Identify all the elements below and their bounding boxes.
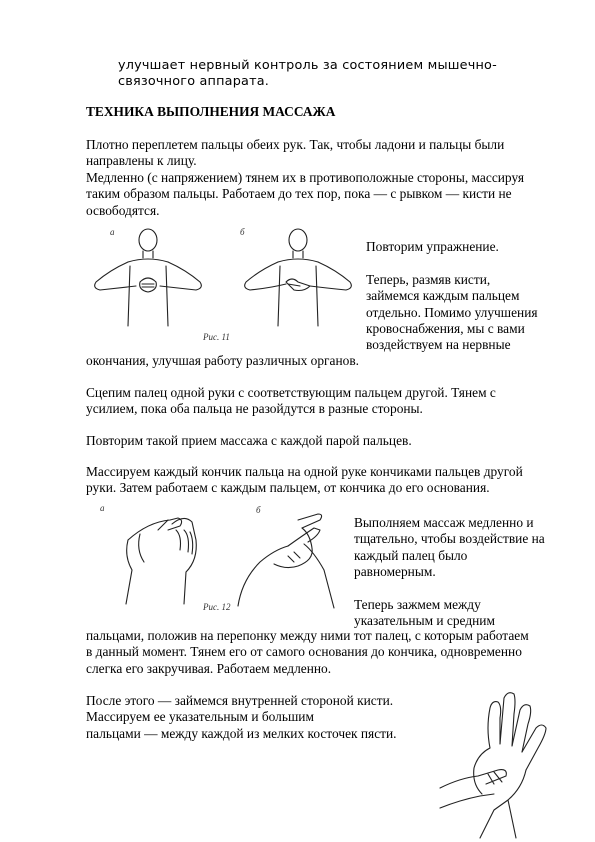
intro-text: улучшает нервный контроль за состоянием мышечно- связочного аппарата. — [118, 58, 497, 89]
figure-12-caption: Рис. 12 — [203, 602, 231, 612]
figure-12-label-a: а — [100, 503, 105, 513]
paragraph-7: После этого — займемся внутренней стороной кисти. Массируем ее указательным и большим пальцами — между каждой из мелких косточек пясти. — [86, 693, 397, 741]
figure-11-label-a: а — [110, 227, 115, 237]
paragraph-6-continued: пальцами, положив на перепонку между ними тот палец, с которым работаем в данный момент. Тянем его от самого основания до кончика, одновременно слегка его закручивая. Работаем медленно. — [86, 628, 529, 676]
figure-11-caption: Рис. 11 — [203, 332, 230, 342]
figure-12-illustration — [88, 500, 354, 612]
paragraph-5: Массируем каждый кончик пальца на одной руке кончиками пальцев другой руки. Затем работаем с каждым пальцем, от кончика до его основания. — [86, 464, 523, 496]
paragraph-1: Плотно переплетем пальцы обеих рук. Так, чтобы ладони и пальцы были направлены к лицу. Медленно (с напряжением) тянем их в противоположные стороны, массируя таким образом пальцы. Работаем до тех пор, пока — с рывком — кисти не освободятся. — [86, 137, 524, 218]
paragraph-4: Повторим такой прием массажа с каждой парой пальцев. — [86, 433, 412, 448]
paragraph-6-right: Выполняем массаж медленно и тщательно, чтобы воздействие на каждый палец было равномерным. Теперь зажмем между указательным и средним — [354, 515, 545, 629]
figure-12-label-b: б — [256, 505, 261, 515]
section-heading: ТЕХНИКА ВЫПОЛНЕНИЯ МАССАЖА — [86, 104, 336, 119]
paragraph-2-right: Повторим упражнение. Теперь, размяв кисти, займемся каждым пальцем отдельно. Помимо улучшения кровоснабжения, мы с вами воздействуем на нервные — [366, 239, 538, 353]
figure-11-illustration — [88, 226, 358, 346]
palm-massage-illustration — [420, 688, 570, 838]
paragraph-3: Сцепим палец одной руки с соответствующим пальцем другой. Тянем с усилием, пока оба пальца не разойдутся в разные стороны. — [86, 385, 496, 417]
paragraph-2-continued: окончания, улучшая работу различных органов. — [86, 353, 359, 368]
figure-11-label-b: б — [240, 227, 245, 237]
